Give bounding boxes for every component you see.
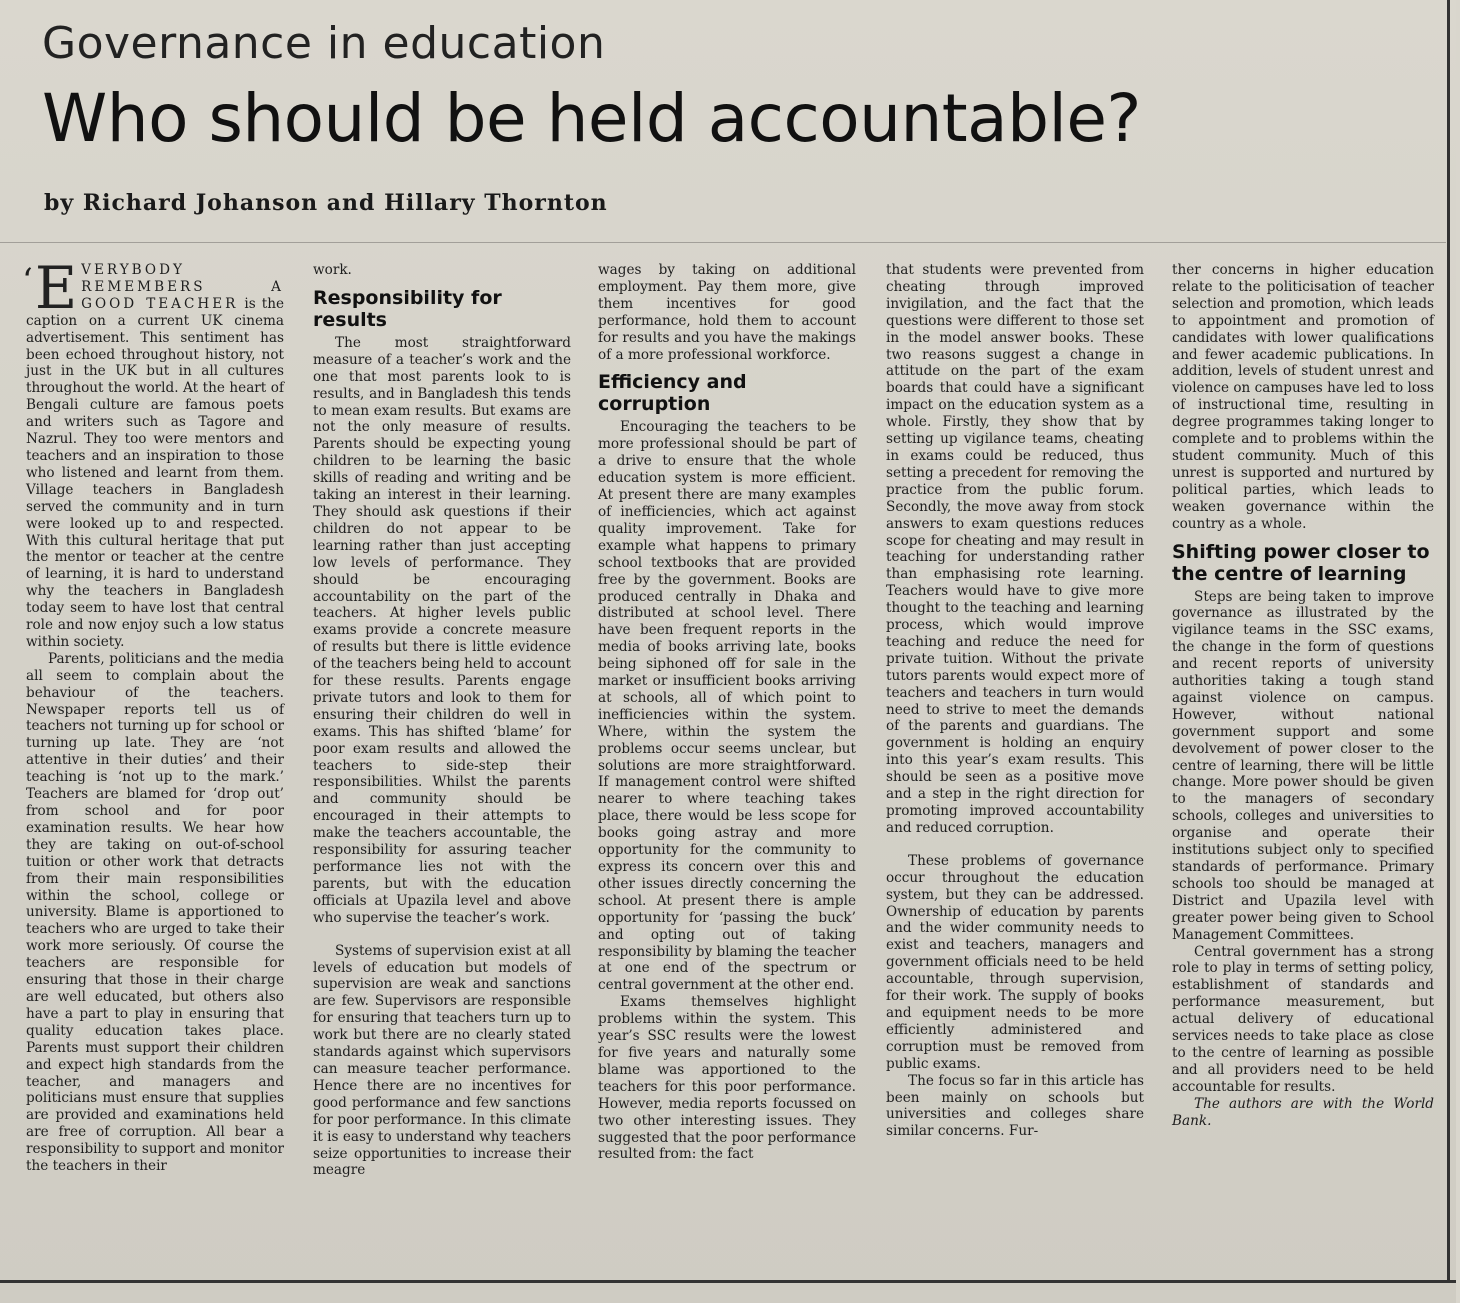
section-heading: Responsibility for results	[313, 286, 502, 331]
paragraph: Parents, politicians and the media all seem to complain about the behaviour of the teachers. Newspaper reports tell us of teachers not turning up for school or turning up late. They are ‘not attentive in their duties’ and their teaching is ‘not up to the mark.’ Teachers are blamed for ‘drop out’ from school and for poor examination results. We hear how they are taking on out-of-school tuition or other work that detracts from their main responsibilities within the school, college or university. Blame is apportioned to teachers who are urged to take their work more seriously. Of course the teachers are responsible for ensuring that those in their charge are well educated, but others also have a part to play in ensuring that quality education takes place. Parents must support their children and expect high standards from the teacher, and managers and politicians must ensure that supplies are provided and examinations held are free of corruption. All bear a responsibility to support and monitor the teachers in their	[26, 650, 284, 1175]
paragraph: Encouraging the teachers to be more professional should be part of a drive to ensure that the whole education system is more efficient. At present there are many examples of inefficiencies, which act against quality improvement. Take for example what happens to primary school textbooks that are provided free by the government. Books are produced centrally in Dhaka and distributed at school level. There have been frequent reports in the media of books arriving late, books being siphoned off for sale in the market or insufficient books arriving at schools, all of which point to inefficiencies within the system. Where, within the system the problems occur seems unclear, but solutions are more straightforward. If management control were shifted nearer to where teaching takes place, there would be less scope for books going astray and more opportunity for the community to express its concern over this and other issues directly concerning the school. At present there is ample opportunity for ‘passing the buck’ and opting out of taking responsibility by blaming the teacher at one end of the spectrum or central government at the other end.	[598, 419, 856, 994]
page-rule	[0, 1280, 1456, 1283]
drop-cap: E	[34, 254, 78, 322]
continued-paragraph: that students were prevented from cheating through improved invigilation, and the fact that the questions were different to those set in the model answer books. These two reasons suggest a change in attitude on the part of the exam boards that could have a significant impact on the education system as a whole. Firstly, they show that by setting up vigilance teams, cheating in exams could be reduced, thus setting a precedent for removing the practice from the public forum. Secondly, the move away from stock answers to exam questions reduces scope for cheating and may result in teaching for understanding rather than emphasising rote learning. Teachers would have to give more thought to the teaching and learning process, which would improve teaching and reduce the need for private tuition. Without the private tutors parents would expect more of teachers and teachers in turn would need to strive to meet the demands of the parents and guardians. The government is holding an enquiry into this year’s exam results. This should be seen as a positive move and a step in the right direction for promoting improved accountability and reduced corruption.	[886, 262, 1144, 836]
paragraph: The most straightforward measure of a teacher’s work and the one that most parents look to is results, and in Bangladesh this tends to mean exam results. But exams are not the only measure of results. Parents should be expecting young children to be learning the basic skills of reading and writing and be taking an interest in their learning. They should ask questions if their children do not appear to be learning rather than just accepting low levels of performance. They should be encouraging accountability on the part of the teachers. At higher levels public exams provide a concrete measure of results but there is little evidence of the teachers being held to account for these results. Parents engage private tutors and look to them for ensuring their children do well in exams. This has shifted ‘blame’ for poor exam results and allowed the teachers to side-step their responsibilities. Whilst the parents and community should be encouraged in their attempts to make the teachers accountable, the responsibility for assuring teacher performance lies not with the parents, but with the education officials at Upazila level and above who supervise the teacher’s work.	[313, 334, 571, 926]
lead-in-caps: VERYBODY REMEMBERS A GOOD TEACHER	[81, 262, 284, 312]
article-column-1	[22, 254, 284, 1274]
section-heading: Efficiency and corruption	[598, 371, 747, 416]
lead-paragraph	[22, 254, 284, 651]
section-heading: Shifting power closer to the centre of learning	[1172, 540, 1430, 585]
paragraph: Systems of supervision exist at all levels of education but models of supervision are weak and sanctions are few. Supervisors are responsible for ensuring that teachers turn up to work but there are no clearly stated standards against which supervisors can measure teacher performance. Hence there are no incentives for good performance and few sanctions for poor performance. In this climate it is easy to understand why teachers seize opportunities to increase their meagre	[313, 942, 571, 1179]
continued-paragraph: wages by taking on additional employment. Pay them more, give them incentives for good performance, hold them to account for results and you have the makings of a more professional workforce.	[598, 262, 856, 363]
article-column-4	[886, 262, 1144, 1274]
divider	[0, 242, 1446, 243]
article-kicker: Governance in education	[42, 18, 606, 69]
paragraph: The focus so far in this article has been mainly on schools but universities and colleges share similar concerns. Fur-	[886, 1072, 1144, 1140]
continued-paragraph: work.	[313, 262, 352, 278]
continued-paragraph: ther concerns in higher education relate to the politicisation of teacher selection and promotion, which leads to appointment and promotion of candidates with lower qualifications and fewer academic publications. In addition, levels of student unrest and violence on campuses have led to loss of instructional time, resulting in degree programmes taking longer to complete and to problems within the student community. Much of this unrest is supported and nurtured by political parties, which leads to weaken governance within the country as a whole.	[1172, 262, 1434, 532]
lead-text: is the caption on a current UK cinema advertisement. This sentiment has been echoed throughout history, not just in the UK but in all cultures throughout the world. At the heart of Bengali culture are famous poets and writers such as Tagore and Nazrul. They too were mentors and teachers and an inspiration to those who listened and learnt from them. Village teachers in Bangladesh served the community and in turn were looked up to and respected. With this cultural heritage that put the mentor or teacher at the centre of learning, it is hard to understand why the teachers in Bangladesh today seem to have lost that central role and now enjoy such a low status within society.	[26, 295, 284, 650]
paragraph: These problems of governance occur throughout the education system, but they can be addressed. Ownership of education by parents and the wider community needs to exist and teachers, managers and government officials need to be held accountable, through supervision, for their work. The supply of books and equipment needs to be more efficiently administered and corruption must be removed from public exams.	[886, 852, 1144, 1072]
article-byline: by Richard Johanson and Hillary Thornton	[44, 190, 608, 216]
article-column-2	[313, 262, 571, 1274]
paragraph: Central government has a strong role to play in terms of setting policy, establishment of standards and performance measurement, but actual delivery of educational services needs to take place as close to the centre of learning as possible and all providers need to be held accountable for results.	[1172, 943, 1434, 1095]
paragraph: Exams themselves highlight problems within the system. This year’s SSC results were the lowest for five years and naturally some blame was apportioned to the teachers for this poor performance. However, media reports focussed on two other interesting issues. They suggested that the poor performance resulted from: the fact	[598, 994, 856, 1163]
article-headline: Who should be held accountable?	[42, 80, 1141, 157]
article-column-3	[598, 262, 856, 1274]
author-credit: The authors are with the World Bank.	[1172, 1095, 1434, 1129]
article-column-5	[1172, 262, 1434, 1274]
opening-quote-mark: ‘	[22, 261, 33, 301]
column-rule	[1447, 0, 1450, 1280]
paragraph: Steps are being taken to improve governance as illustrated by the vigilance teams in the SSC exams, the change in the form of questions and recent reports of university authorities taking a tough stand against violence on campus. However, without national government support and some devolvement of power closer to the centre of learning, there will be little change. More power should be given to the managers of secondary schools, colleges and universities to organise and operate their institutions subject only to specified standards of performance. Primary schools too should be managed at District and Upazila level with greater power being given to School Management Committees.	[1172, 588, 1434, 943]
